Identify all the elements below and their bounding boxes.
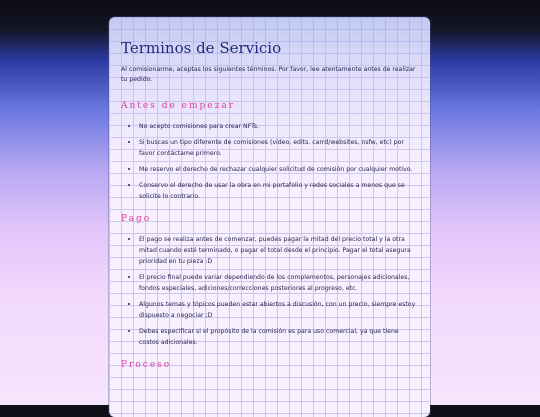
page-title: Terminos de Servicio [121,39,282,57]
list-item: • Me reservo el derecho de rechazar cualquier solicitud de comisión por cualquier motivo. [139,164,418,175]
list-item: • Si buscas un tipo diferente de comisiones (video, edits, carrd/websites, nsfw, etc) por favor contáctame primero. [139,137,418,159]
list-item: • El pago se realiza antes de comenzar, puedes pagar la mitad del precio total y la otra mitad cuando esté terminado, o pagar el total desde el principio. Pagar el total asegura prioridad en tu pieza :D [139,234,418,267]
section-list-pago [121,234,418,348]
list-item: • Debes especificar si el propósito de la comisión es para uso comercial, ya que tiene costos adicionales. [139,326,418,348]
list-item: • No acepto comisiones para crear NFTs. [139,121,418,132]
section-heading-pago: Pago [121,214,152,224]
section-heading-antes: Antes de empezar [121,101,236,111]
terms-card [109,17,430,417]
intro-text: Al comisionarme, aceptas los siguientes términos. Por favor, lee atentamente antes de realizar tu pedido. [121,66,416,83]
list-item: • Algunos temas y tópicos pueden estar abiertos a discusión, con un precio, siempre estoy dispuesto a negociar ;D [139,299,418,321]
section-list-antes [121,121,418,202]
list-item: • El precio final puede variar dependiendo de los complementos, personajes adicionales, fondos especiales, adiciones/correcciones posteriores al progreso, etc. [139,272,418,294]
list-item: • Conservo el derecho de usar la obra en mi portafolio y redes sociales a menos que se solicite lo contrario. [139,180,418,202]
section-heading-proceso: Proceso [121,360,172,370]
